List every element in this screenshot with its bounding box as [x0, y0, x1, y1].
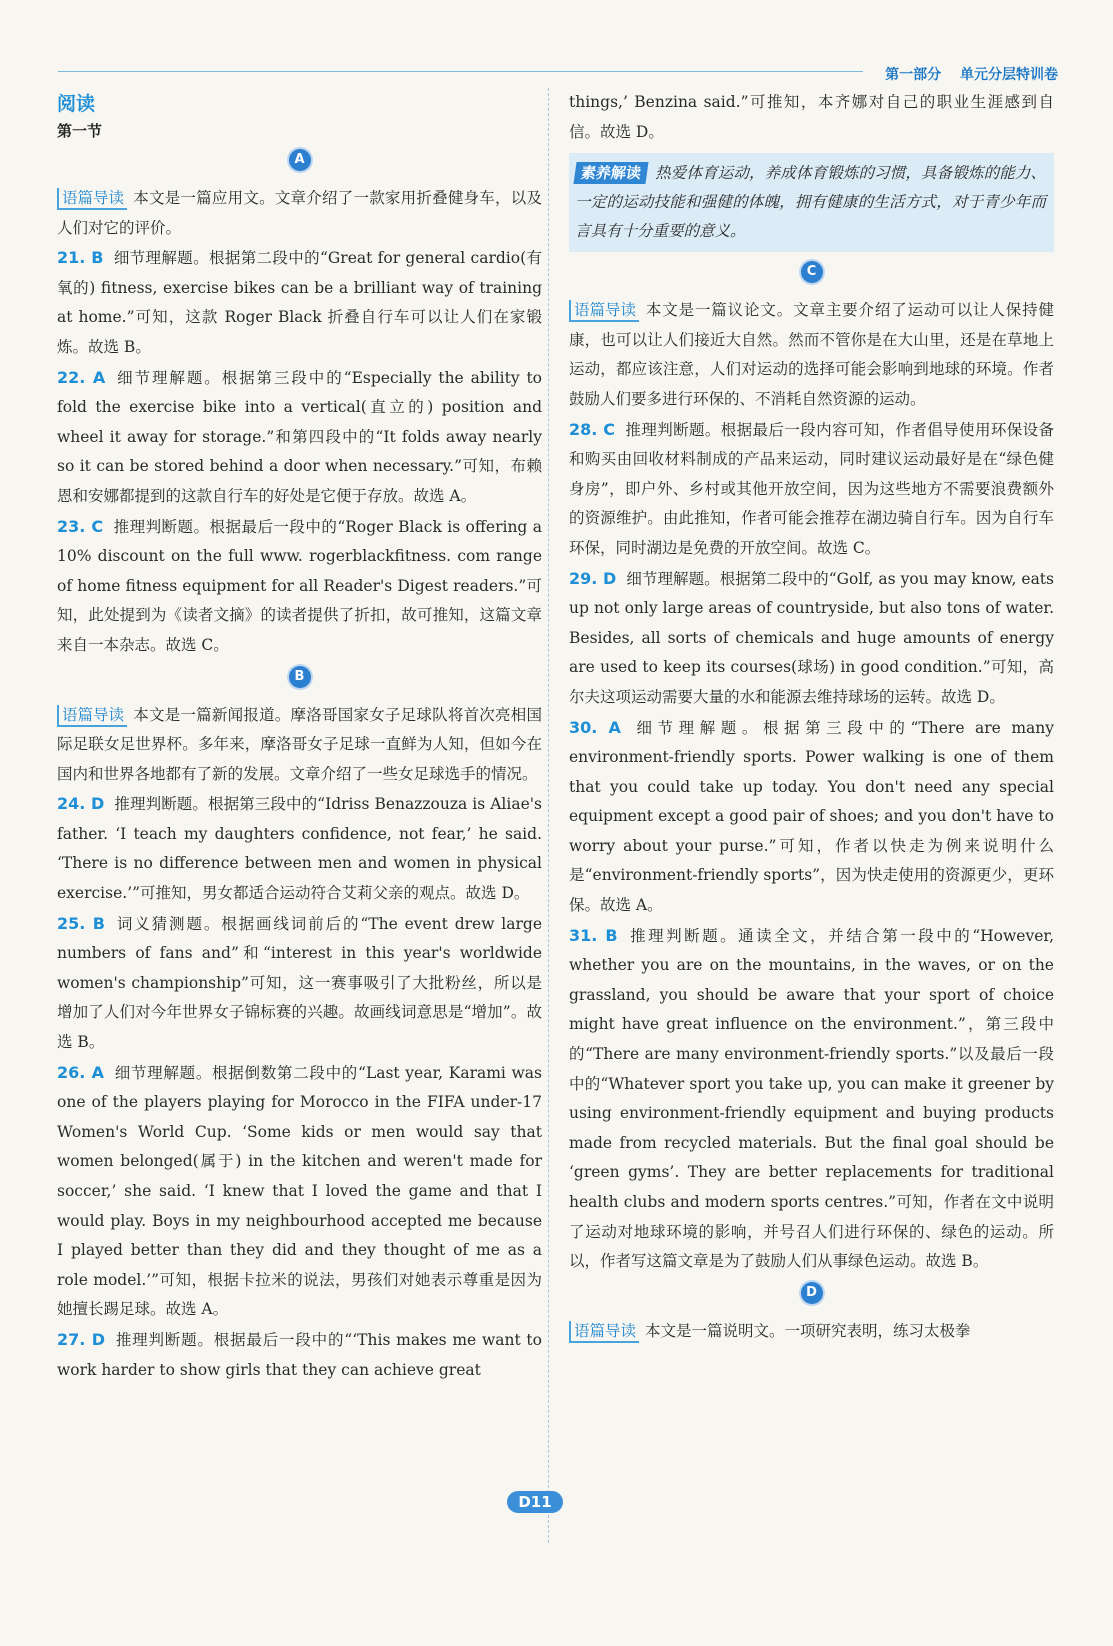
guide-b [57, 701, 542, 790]
answer-30 [569, 713, 1054, 921]
answer-29 [569, 564, 1054, 713]
section-title: 阅读 [57, 93, 96, 115]
guide-tag: 语篇导读 [57, 188, 127, 210]
badge-c: C [801, 261, 823, 283]
badge-d: D [801, 1282, 823, 1304]
sub-title: 第一节 [57, 122, 103, 140]
guide-c [569, 296, 1054, 414]
answer-text: 细节理解题。根据第三段中的“Especially the ability to fold the exercise bike into a vertical(直立的) position and wheel it away for storage.”和第四段中的“It folds away nearly so it can be stored behind a door when necessary.”可知，布赖恩和安娜都提到的这款自行车的好处是它便于存放。故选 A。 [57, 368, 543, 505]
guide-b-text: 本文是一篇新闻报道。摩洛哥国家女子足球队将首次亮相国际足联女足世界杯。多年来，摩洛哥女子足球一直鲜为人知，但如今在国内和世界各地都有了新的发展。文章介绍了一些女足球选手的情况。 [57, 705, 542, 783]
answer-number: 22. A [57, 367, 106, 387]
running-header [863, 64, 1058, 84]
answer-number: 23. C [57, 516, 104, 536]
answer-text: 推理判断题。根据最后一段中的“‘This makes me want to work harder to show girls that they can achieve great [57, 1330, 542, 1379]
answer-24 [57, 789, 542, 908]
answer-text: 细节理解题。根据第二段中的“Great for general cardio(有氧的) fitness, exercise bikes can be a brilliant way of training at home.”可知，这款 Roger Black 折叠自行车可以让人们在家锻炼。故选 B。 [57, 249, 542, 356]
answer-text: 细节理解题。根据倒数第二段中的“Last year, Karami was one of the players playing for Morocco in the FIFA under-17 Women's World Cup. ‘Some kids or men would say that women belonged(属于) in the kitchen and weren't made for soccer,’ she said. ‘I knew that I loved the game and that I would play. Boys in my neighbourhood accepted me because I played better than they did and they thought of me as a role model.’”可知，根据卡拉米的说法，男孩们对她表示尊重是因为她擅长踢足球。故选 A。 [57, 1063, 542, 1319]
right-column [569, 88, 1054, 1346]
answer-number: 31. B [569, 925, 618, 945]
answer-text: 推理判断题。通读全文，并结合第一段中的“However, whether you are on the mountains, in the waves, or on the grassland, you should be aware that your sport of choice might have great influence on the environment.”，第三段中的“There are many environment-friendly sports.”以及最后一段中的“Whatever sport you take up, you can make it greener by using environment-friendly equipment and buying products made from recycled materials. But the final goal should be ‘green gyms’. They are better replacements for traditional health clubs and modern sports centres.”可知，作者在文中说明了运动对地球环境的影响，并号召人们进行环保的、绿色的运动。所以，作者写这篇文章是为了鼓励人们从事绿色运动。故选 B。 [569, 926, 1055, 1271]
answer-number: 27. D [57, 1329, 106, 1349]
answer-text: 推理判断题。根据第三段中的“Idriss Benazzouza is Aliae's father. ‘I teach my daughters confidence, not fear,’ he said. ‘There is no difference between men and women in physical exercise.’”可推知，男女都适合运动符合艾莉父亲的观点。故选 D。 [57, 795, 542, 903]
badge-a: A [289, 149, 311, 171]
header-part: 第一部分 [885, 67, 942, 83]
passage-b-marker [57, 661, 542, 701]
answer-22 [57, 363, 542, 512]
guide-tag: 语篇导读 [569, 300, 639, 322]
answer-number: 29. D [569, 568, 617, 588]
answer-26 [57, 1058, 542, 1325]
passage-d-marker [569, 1277, 1054, 1317]
answer-text: 细节理解题。根据第三段中的“There are many environment-friendly sports. Power walking is one of them that you could take up today. You don't need any special equipment except a good pair of shoes; and you don't have to worry about your purse.”可知，作者以快走为例来说明什么是“environment-friendly sports”，因为快走使用的资源更少，更环保。故选 A。 [569, 718, 1055, 915]
literacy-tag: 素养解读 [573, 162, 648, 184]
answer-number: 25. B [57, 913, 105, 933]
answer-23 [57, 512, 542, 661]
guide-a-text: 本文是一篇应用文。文章介绍了一款家用折叠健身车，以及人们对它的评价。 [57, 189, 542, 237]
answer-number: 24. D [57, 794, 105, 814]
answer-25 [57, 909, 542, 1058]
answer-27 [57, 1325, 542, 1385]
literacy-box [569, 153, 1054, 252]
guide-tag: 语篇导读 [569, 1321, 639, 1343]
answer-text: 词义猜测题。根据画线词前后的“The event drew large numbers of fans and”和“interest in this year's worldwide women's championship”可知，这一赛事吸引了大批粉丝，所以是增加了人们对今年世界女子锦标赛的兴趣。故画线词意思是“增加”。故选 B。 [57, 914, 542, 1052]
literacy-text: 热爱体育运动，养成体育锻炼的习惯，具备锻炼的能力、一定的运动技能和强健的体魄，拥有健康的生活方式，对于青少年而言具有十分重要的意义。 [575, 164, 1046, 241]
answer-text: 推理判断题。根据最后一段中的“Roger Black is offering a 10% discount on the full www. rogerblackfitness. com range of home fitness equipment for all Reader's Digest readers.”可知，此处提到为《读者文摘》的读者提供了折扣，故可推知，这篇文章来自一本杂志。故选 C。 [57, 517, 542, 654]
answer-21 [57, 243, 542, 362]
answer-number: 26. A [57, 1062, 105, 1082]
left-column [57, 90, 542, 1385]
passage-a-marker [57, 144, 542, 184]
answer-28 [569, 415, 1054, 564]
guide-c-text: 本文是一篇议论文。文章主要介绍了运动可以让人保持健康，也可以让人们接近大自然。然而不管你是在大山里，还是在草地上运动，都应该注意，人们对运动的选择可能会影响到地球的环境。作者鼓励人们要多进行环保的、不消耗自然资源的运动。 [569, 301, 1054, 408]
answer-27-continued: things,’ Benzina said.”可推知，本齐娜对自己的职业生涯感到自信。故选 D。 [569, 93, 1054, 141]
guide-d [569, 1317, 1054, 1347]
guide-a [57, 184, 542, 243]
passage-c-marker [569, 256, 1054, 296]
page-number: D11 [507, 1491, 563, 1513]
answer-number: 28. C [569, 419, 616, 439]
answer-text: 推理判断题。根据最后一段内容可知，作者倡导使用环保设备和购买由回收材料制成的产品来运动，同时建议运动最好是在“绿色健身房”，即户外、乡村或其他开放空间，因为这些地方不需要浪费额外的资源维护。由此推知，作者可能会推荐在湖边骑自行车。因为自行车环保，同时湖边是免费的开放空间。故选 C。 [569, 420, 1054, 557]
answer-number: 21. B [57, 248, 104, 268]
column-divider [548, 88, 549, 1543]
header-series: 单元分层特训卷 [960, 67, 1058, 83]
literacy-text-wrapper [575, 159, 1046, 246]
badge-b: B [289, 666, 311, 688]
answer-number: 30. A [569, 717, 621, 737]
answer-text: 细节理解题。根据第二段中的“Golf, as you may know, eats up not only large areas of countryside, but also tons of water. Besides, all sorts of chemicals and huge amounts of energy are used to keep its courses(球场) in good condition.”可知，高尔夫这项运动需要大量的水和能源去维持球场的运转。故选 D。 [569, 569, 1054, 706]
guide-tag: 语篇导读 [57, 705, 127, 727]
answer-31 [569, 921, 1054, 1277]
guide-d-text: 本文是一篇说明文。一项研究表明，练习太极拳 [645, 1321, 971, 1340]
